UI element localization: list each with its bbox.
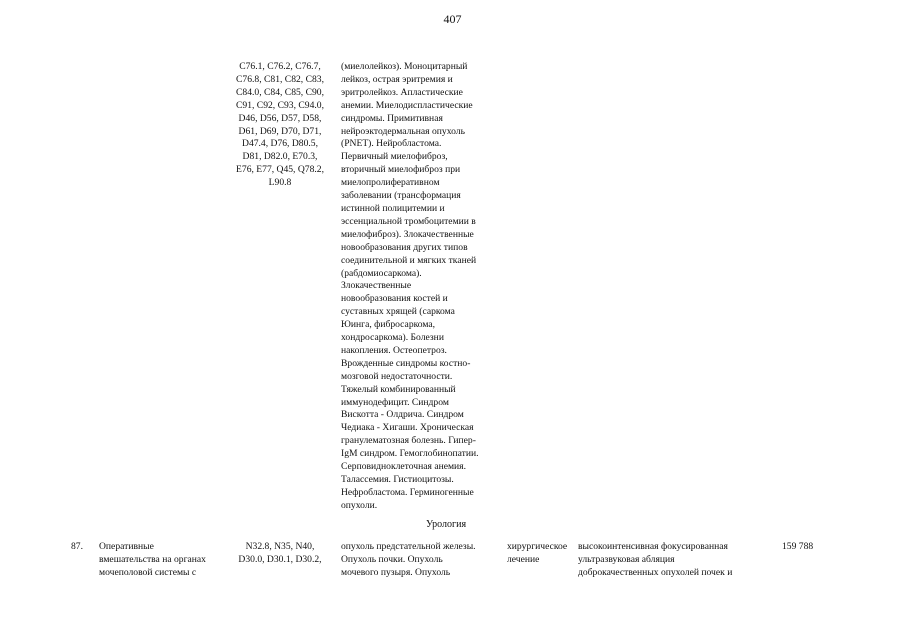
row-number: 87. [71, 541, 83, 552]
intervention-name [99, 541, 224, 580]
diagnosis-line: суставных хрящей (саркома [341, 306, 455, 318]
diagnosis-line: вторичный миелофиброз при [341, 164, 461, 176]
price: 159 788 [782, 541, 814, 552]
diagnosis-line: миелофиброз). Злокачественные [341, 228, 474, 240]
diagnosis-line: накопления. Остеопетроз. [341, 344, 447, 356]
intervention-name-line: вмешательства на органах [99, 553, 206, 565]
diagnosis-line: опухоль предстательной железы. [341, 541, 476, 552]
treatment-method [578, 541, 778, 580]
diagnosis-line: анемии. Миелодиспластические [341, 99, 473, 111]
diagnosis [341, 541, 503, 580]
diagnosis-line: (рабдомиосаркома). [341, 267, 422, 279]
diagnosis-line: Серповидноклеточная анемия. [341, 461, 466, 473]
diagnosis-line: Врожденные синдромы костно- [341, 357, 471, 369]
icd-codes-line: C84.0, C84, C85, C90, [236, 86, 324, 98]
treatment-type-line: лечение [507, 553, 540, 565]
icd-codes-line: D61, D69, D70, D71, [238, 125, 322, 137]
diagnosis-line: мочевого пузыря. Опухоль [341, 566, 451, 578]
diagnosis-line: заболевании (трансформация [341, 190, 461, 202]
treatment-method-line: высокоинтенсивная фокусированная [578, 541, 728, 552]
diagnosis-line: нейроэктодермальная опухоль [341, 125, 465, 137]
diagnosis-line: IgM синдром. Гемоглобинопатии. [341, 448, 479, 460]
treatment-method-line: доброкачественных опухолей почек и [578, 566, 733, 578]
diagnosis-line: Талассемия. Гистиоцитозы. [341, 474, 454, 485]
diagnosis-line: Первичный миелофиброз, [341, 151, 448, 163]
diagnosis-line: Тяжелый комбинированный [341, 383, 456, 395]
diagnosis-line: лейкоз, острая эритремия и [341, 73, 453, 85]
diagnosis-line: опухоли. [341, 499, 378, 511]
section-title: Урология [425, 519, 467, 530]
diagnosis-line: Чедиака - Хигаши. Хроническая [341, 422, 474, 434]
diagnosis-line: Юинга, фибросаркома, [341, 319, 436, 331]
diagnosis-line: эритролейкоз. Апластические [341, 86, 463, 98]
diagnosis-line: истинной полицитемии и [341, 202, 445, 214]
diagnosis-line: Злокачественные [341, 280, 412, 292]
icd-codes-line: L90.8 [268, 177, 292, 189]
icd-codes-line: C76.8, C81, C82, C83, [236, 73, 324, 85]
diagnosis-line: новообразования других типов [341, 241, 468, 253]
icd-codes-line: C76.1, C76.2, C76.7, [239, 61, 321, 72]
diagnosis-line: гранулематозная болезнь. Гипер- [341, 435, 476, 447]
treatment-method-line: ультразвуковая абляция [578, 553, 675, 565]
icd-codes-line: D46, D56, D57, D58, [238, 112, 322, 124]
icd-codes-line: D30.0, D30.1, D30.2, [238, 553, 322, 565]
diagnosis-line: иммунодефицит. Синдром [341, 396, 449, 408]
diagnosis-line: Вискотта - Олдрича. Синдром [341, 409, 464, 421]
treatment-type [507, 541, 577, 567]
diagnosis-line: хондросаркома). Болезни [341, 332, 444, 344]
intervention-name-line: мочеполовой системы с [99, 566, 197, 578]
icd-codes-line: D81, D82.0, E70.3, [242, 151, 318, 163]
page-number: 407 [443, 12, 462, 26]
icd-codes-line: D47.4, D76, D80.5, [242, 138, 318, 150]
icd-codes-line: N32.8, N35, N40, [245, 541, 315, 552]
treatment-type-line: хирургическое [507, 541, 568, 552]
diagnosis-line: (миелолейкоз). Моноцитарный [341, 61, 468, 72]
icd-codes-line: E76, E77, Q45, Q78.2, [236, 164, 324, 176]
diagnosis-line: соединительной и мягких тканей [341, 254, 477, 266]
icd-codes-line: C91, C92, C93, C94.0, [236, 99, 324, 111]
diagnosis-line: Опухоль почки. Опухоль [341, 553, 443, 565]
icd-codes [222, 541, 338, 567]
diagnosis-line: миелопролиферативном [341, 177, 440, 189]
diagnosis-line: мозговой недостаточности. [341, 370, 453, 382]
icd-codes-continued [222, 61, 338, 190]
diagnosis-line: синдромы. Примитивная [341, 112, 443, 124]
diagnosis-line: новообразования костей и [341, 293, 448, 305]
diagnosis-line: (PNET). Нейробластома. [341, 138, 442, 150]
diagnosis-continued [341, 61, 503, 513]
diagnosis-line: эссенциальной тромбоцитемии в [341, 215, 476, 227]
intervention-name-line: Оперативные [99, 541, 154, 552]
diagnosis-line: Нефробластома. Герминогенные [341, 486, 474, 498]
